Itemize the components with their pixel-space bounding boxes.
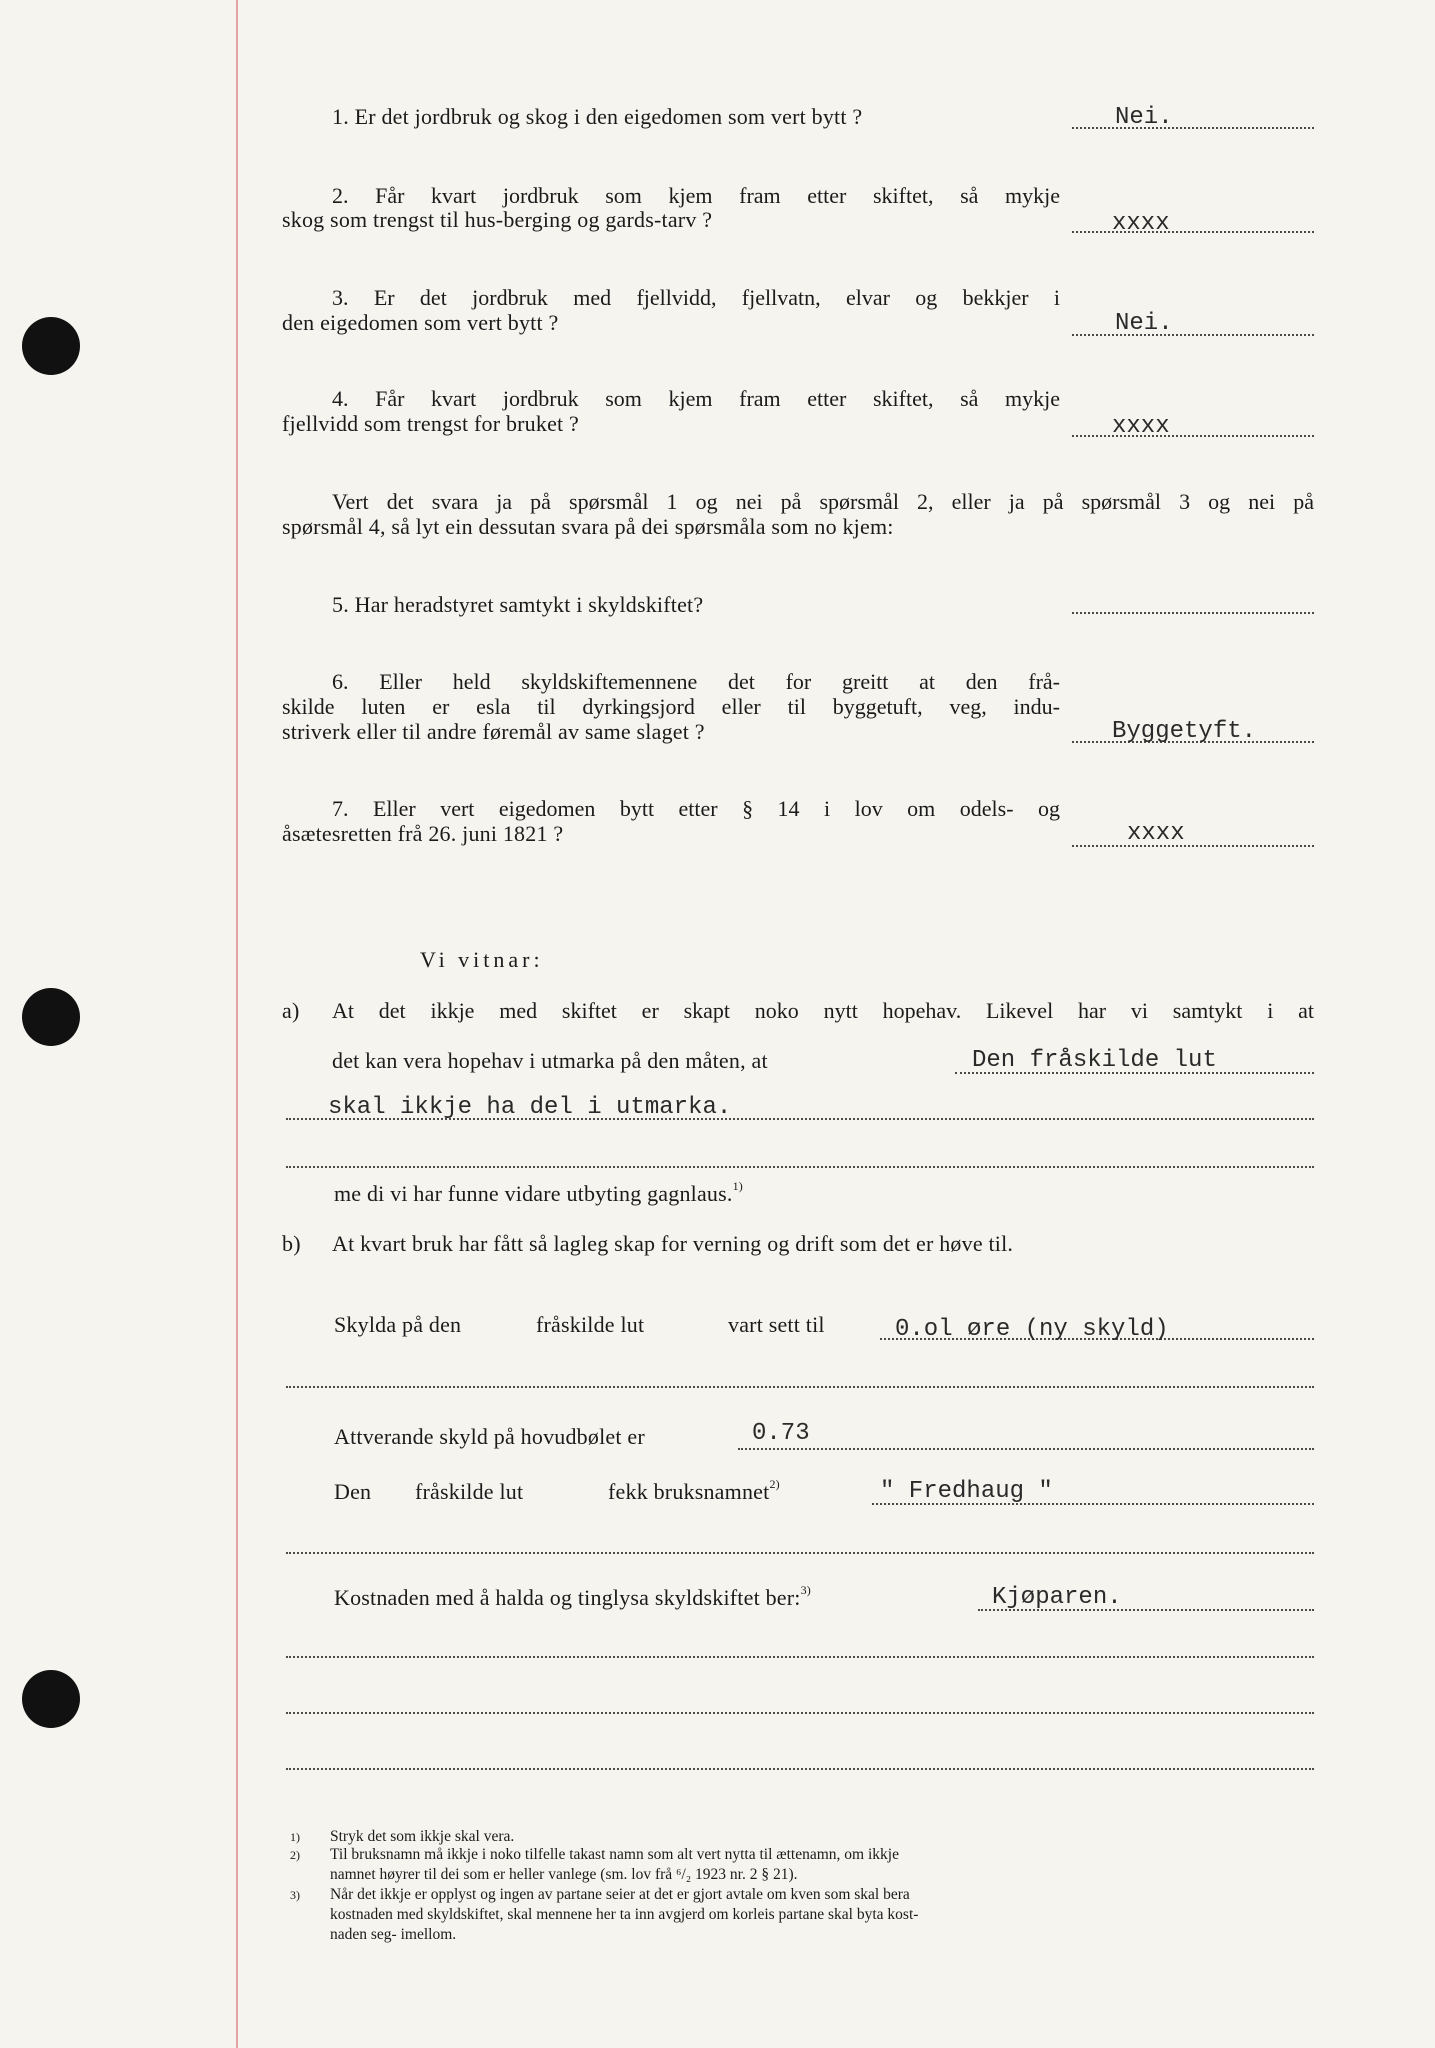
item-a-line3-text: me di vi har funne vidare utbyting gagnlaus. <box>334 1181 733 1206</box>
punch-hole <box>22 988 80 1046</box>
footnote-3-line1: Når det ikkje er opplyst og ingen av partane seier at det er gjort avtale om kven som skal bera <box>330 1886 910 1903</box>
bruksnamn-label3 <box>608 1478 780 1505</box>
fill-line <box>286 1712 1314 1714</box>
witness-heading: Vi vitnar: <box>420 947 544 972</box>
fill-line <box>286 1768 1314 1770</box>
answer-line <box>1072 127 1314 129</box>
question-6-line1: 6. Eller held skyldskiftemennene det for greitt at den frå- <box>332 669 1060 694</box>
answer-line <box>1072 334 1314 336</box>
kostnad-value: Kjøparen. <box>992 1584 1122 1611</box>
question-6-line3: striverk eller til andre føremål av same slaget ? <box>282 719 705 744</box>
item-a-line2: det kan vera hopehav i utmarka på den måten, at <box>332 1048 768 1073</box>
footnote-mark: 3) <box>290 1888 300 1902</box>
instruction-line1: Vert det svara ja på spørsmål 1 og nei på spørsmål 2, eller ja på spørsmål 3 og nei på <box>332 489 1314 514</box>
margin-line <box>236 0 238 2048</box>
bruksnamn-value: " Fredhaug " <box>880 1478 1053 1505</box>
question-2-line1: 2. Får kvart jordbruk som kjem fram etter skiftet, så mykje <box>332 183 1060 208</box>
item-a-line3 <box>334 1180 743 1207</box>
footnote-ref: 2) <box>769 1476 780 1491</box>
answer-line <box>1072 435 1314 437</box>
footnote-mark: 1) <box>290 1830 300 1844</box>
answer-line <box>1072 231 1314 233</box>
question-7-line1: 7. Eller vert eigedomen bytt etter § 14 i lov om odels- og <box>332 796 1060 821</box>
skyld-label2: fråskilde lut <box>536 1312 645 1337</box>
item-a-fill1: Den fråskilde lut <box>972 1047 1217 1074</box>
answer-3: Nei. <box>1115 310 1173 337</box>
item-a-line1: At det ikkje med skiftet er skapt noko nytt hopehav. Likevel har vi samtykt i at <box>332 998 1314 1023</box>
skyld-value: 0.ol øre (ny skyld) <box>895 1316 1169 1343</box>
skyld-label3: vart sett til <box>728 1312 825 1337</box>
skyld-label1: Skylda på den <box>334 1312 462 1337</box>
question-4-line1: 4. Får kvart jordbruk som kjem fram etter skiftet, så mykje <box>332 386 1060 411</box>
answer-line <box>1072 612 1314 614</box>
answer-line <box>1072 845 1314 847</box>
punch-hole <box>22 317 80 375</box>
bruksnamn-label2: fråskilde lut <box>415 1479 524 1504</box>
answer-4: xxxx <box>1112 413 1170 440</box>
question-3-line1: 3. Er det jordbruk med fjellvidd, fjellvatn, elvar og bekkjer i <box>332 285 1060 310</box>
question-1: 1. Er det jordbruk og skog i den eigedomen som vert bytt ? <box>332 104 863 129</box>
question-4-line2: fjellvidd som trengst for bruket ? <box>282 411 580 436</box>
footnote-3-line2: kostnaden med skyldskiftet, skal mennene her ta inn avgjerd om korleis partane skal byta kost- <box>330 1906 919 1923</box>
footnote-ref: 3) <box>800 1582 812 1597</box>
question-3-line2: den eigedomen som vert bytt ? <box>282 310 559 335</box>
question-2-line2: skog som trengst til hus-berging og gards-tarv ? <box>282 207 713 232</box>
footnote-2-line1: Til bruksnamn må ikkje i noko tilfelle takast namn som alt vert nytta til ættenamn, om ikkje <box>330 1846 899 1863</box>
answer-6: Byggetyft. <box>1112 718 1257 745</box>
question-6-line2: skilde luten er esla til dyrkingsjord eller til byggetuft, veg, indu- <box>282 694 1060 719</box>
item-b-line: At kvart bruk har fått så lagleg skap for verning og drift som det er høve til. <box>332 1231 1014 1256</box>
footnote-1: Stryk det som ikkje skal vera. <box>330 1828 515 1845</box>
instruction-line2: spørsmål 4, så lyt ein dessutan svara på dei spørsmåla som no kjem: <box>282 514 894 539</box>
punch-hole <box>22 1670 80 1728</box>
attverande-label: Attverande skyld på hovudbølet er <box>334 1424 645 1449</box>
footnote-3-line3: naden seg- imellom. <box>330 1926 457 1943</box>
bruksnamn-label3-text: fekk bruksnamnet <box>608 1479 770 1504</box>
question-5: 5. Har heradstyret samtykt i skyldskiftet? <box>332 592 704 617</box>
bruksnamn-label1: Den <box>334 1479 372 1504</box>
footnote-mark: 2) <box>290 1848 300 1862</box>
answer-2: xxxx <box>1112 210 1170 237</box>
item-a-label: a) <box>282 998 300 1023</box>
question-7-line2: åsætesretten frå 26. juni 1821 ? <box>282 821 564 846</box>
fill-line <box>286 1656 1314 1658</box>
answer-7: xxxx <box>1127 820 1185 847</box>
item-b-label: b) <box>282 1231 301 1256</box>
fill-line <box>286 1552 1314 1554</box>
footnote-2-line2: namnet høyrer til dei som er heller vanlege (sm. lov frå ⁶/₂ 1923 nr. 2 § 21). <box>330 1866 798 1883</box>
footnote-ref: 1) <box>732 1178 743 1193</box>
fill-line <box>738 1448 1314 1450</box>
item-a-fill2: skal ikkje ha del i utmarka. <box>328 1094 732 1121</box>
fill-line <box>286 1386 1314 1388</box>
kostnad-label <box>334 1584 811 1611</box>
answer-1: Nei. <box>1115 104 1173 131</box>
fill-line <box>286 1166 1314 1168</box>
attverande-value: 0.73 <box>752 1420 810 1447</box>
kostnad-label-text: Kostnaden med å halda og tinglysa skyldskiftet ber: <box>334 1585 801 1610</box>
